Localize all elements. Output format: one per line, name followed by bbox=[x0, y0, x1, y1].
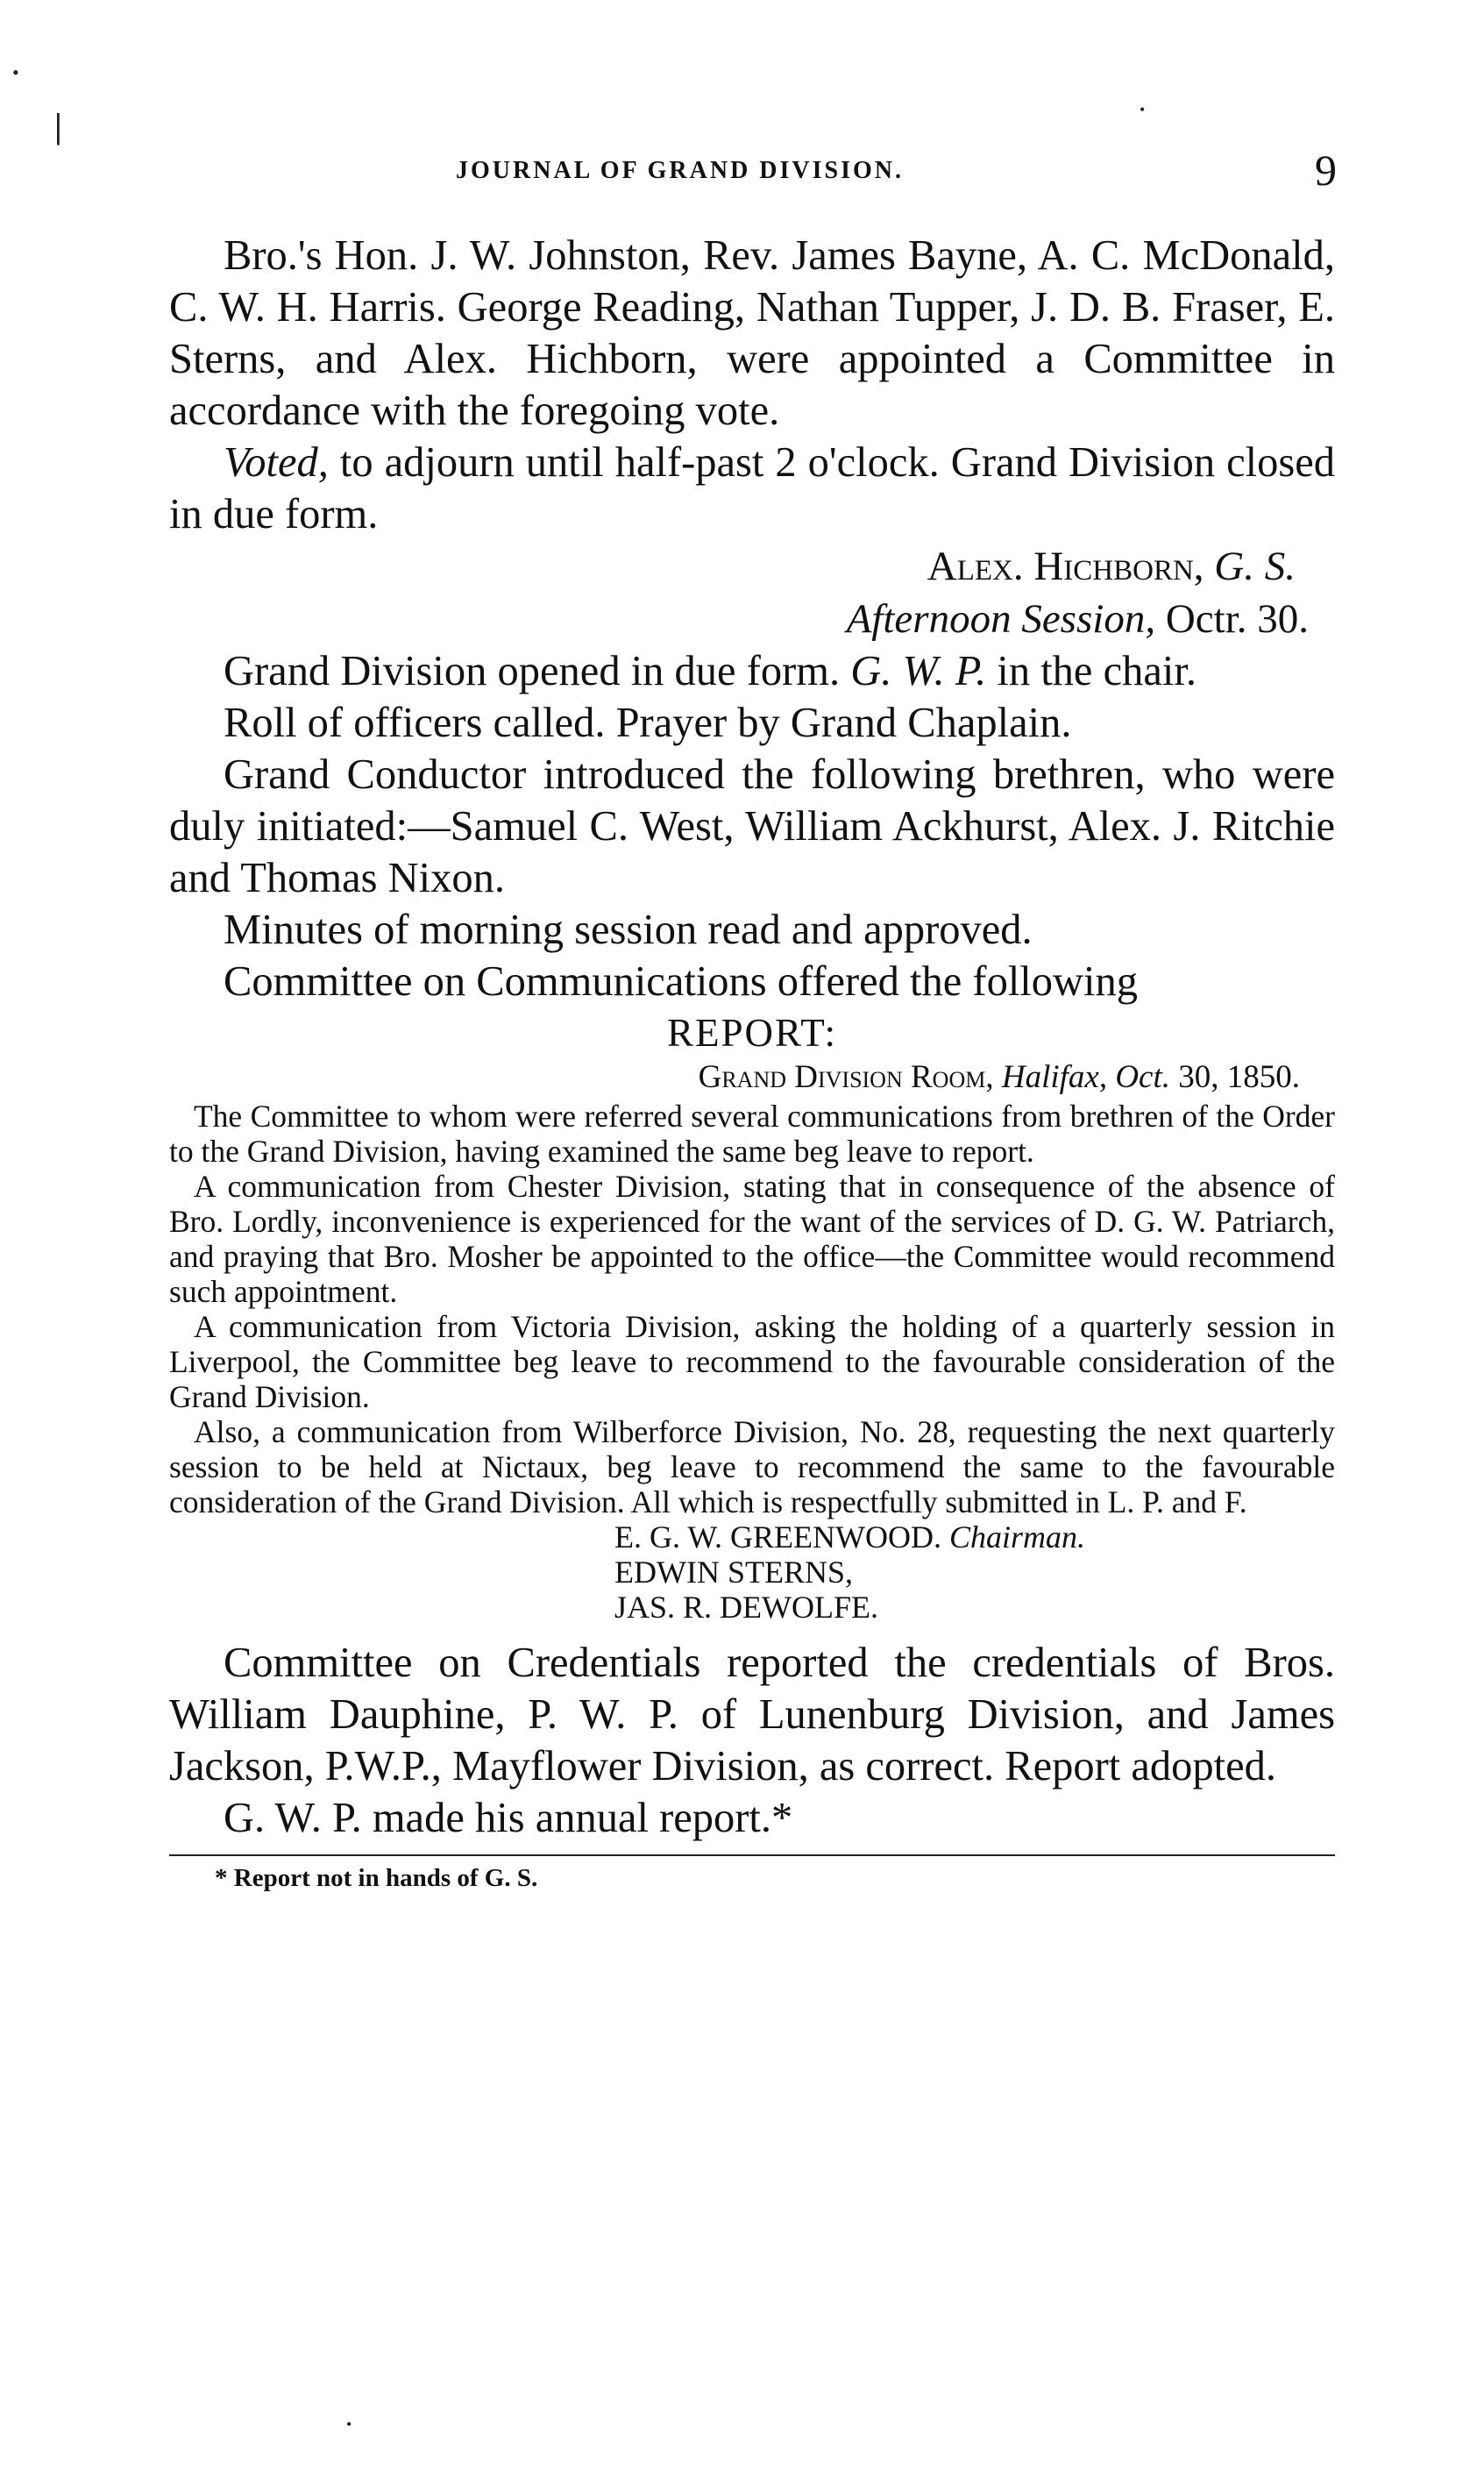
book-page: • | • • JOURNAL OF GRAND DIVISION. 9 Bro.'s Hon. J. W. Johnston, Rev. James Bayne, A. C. McDonald, C. W. H. Harris. George Reading, Nathan Tupper, J. D. B. Fraser, E. Sterns, and Alex. Hichborn, were appointed a Committee in accordance with the foregoing vote. Voted, to adjourn until half-past 2 o'clock. Grand Division closed in due form. Alex. Hichborn, G. S. Afternoon Session, Octr. 30. Grand Division opened in due form. G. W. P. in the chair. Roll of officers called. Prayer by Grand Chaplain. Grand Conductor introduced the following brethren, who were duly initiated:—Samuel C. West, William Ackhurst, Alex. J. Ritchie and Thomas Nixon. Minutes of morning session read and approved. Committee on Communications offered the following REPORT: Grand Division Room, Halifax, Oct. 30, 1850. The Committee to whom were referred several communications from brethren of the Order to the Grand Division, having examined the same beg leave to report. A communication from Chester Division, stating that in consequence of the absence of Bro. Lordly, inconvenience is experienced for the want of the services of D. G. W. Patriarch, and praying that Bro. Mosher be appointed to the office—the Committee would recommend such appointment. A communication from Victoria Division, asking the holding of a quarterly session in Liverpool, the Committee beg leave to recommend to the favourable consideration of the Grand Division. Also, a communication from Wilberforce Division, No. 28, requesting the next quarterly session to be held at Nictaux, beg leave to recommend the same to the favourable consideration of the Grand Division. All which is respectfully submitted in L. P. and F. E. G. W. GREENWOOD. Chairman. EDWIN STERNS, JAS. R. DEWOLFE. Committee on Credentials reported the credentials of Bros. William Dauphine, P. W. P. of Lunenburg Division, and James Jackson, P.W.P., Mayflower Division, as correct. Report adopted. G. W. P. made his annual report.* * Report not in hands of G. S. bbox=[12, 61, 1337, 2433]
page-body bbox=[169, 230, 1335, 1893]
signer-chairman-name: E. G. W. GREENWOOD. bbox=[614, 1519, 941, 1555]
running-header bbox=[171, 145, 1337, 197]
report-paragraph-intro: The Committee to whom were referred several communications from brethren of the Order to the Grand Division, having examined the same beg leave to report. bbox=[169, 1099, 1335, 1169]
report-dateline bbox=[169, 1057, 1335, 1099]
report-paragraph-chester: A communication from Chester Division, stating that in consequence of the absence of Bro. Lordly, inconvenience is experienced for the want of the services of D. G. W. Patriarch, and praying that Bro. Mosher be appointed to the office—the Committee would recommend such appointment. bbox=[169, 1169, 1335, 1309]
footnote: * Report not in hands of G. S. bbox=[215, 1864, 538, 1892]
roll-call-paragraph: Roll of officers called. Prayer by Grand Chaplain. bbox=[224, 700, 1072, 746]
dateline-date: 30, 1850. bbox=[1170, 1059, 1300, 1095]
session-date: Octr. 30. bbox=[1155, 596, 1309, 642]
report-paragraph-victoria: A communication from Victoria Division, asking the holding of a quarterly session in Liverpool, the Committee beg leave to recommend to the favourable consideration of the Grand Division. bbox=[169, 1309, 1335, 1414]
footnote-rule bbox=[169, 1854, 1335, 1856]
report-paragraph-wilberforce: Also, a communication from Wilberforce Division, No. 28, requesting the next quarterly session to be held at Nictaux, beg leave to recommend the same to the favourable consideration of the Grand Division. All which is respectfully submitted in L. P. and F. bbox=[169, 1414, 1335, 1519]
opening-paragraph bbox=[169, 645, 1335, 697]
committee-appointment-paragraph: Bro.'s Hon. J. W. Johnston, Rev. James Bayne, A. C. McDonald, C. W. H. Harris. George Reading, Nathan Tupper, J. D. B. Fraser, E. Sterns, and Alex. Hichborn, were appointed a Committee in accordance with the foregoing vote. bbox=[169, 232, 1335, 434]
signer-chairman-title: Chairman. bbox=[948, 1519, 1086, 1555]
minutes-paragraph: Minutes of morning session read and approved. bbox=[224, 907, 1033, 953]
adjourn-paragraph bbox=[169, 437, 1335, 540]
secretary-name: Alex. Hichborn, bbox=[927, 544, 1204, 589]
initiation-paragraph: Grand Conductor introduced the following brethren, who were duly initiated:—Samuel C. West, William Ackhurst, Alex. J. Ritchie and Thomas Nixon. bbox=[169, 751, 1335, 901]
signer-chairman bbox=[614, 1519, 1335, 1555]
secretary-title: G. S. bbox=[1214, 544, 1296, 589]
page-number: 9 bbox=[1315, 146, 1337, 195]
dateline-place: Grand Division Room, bbox=[698, 1059, 1002, 1095]
report-signers bbox=[169, 1519, 1335, 1625]
voted-label: Voted, bbox=[224, 439, 329, 486]
gwp-label: G. W. P. bbox=[850, 648, 987, 694]
dateline-city: Halifax, Oct. bbox=[1001, 1059, 1170, 1095]
opening-text: Grand Division opened in due form. bbox=[224, 648, 851, 694]
session-name: Afternoon Session, bbox=[846, 596, 1156, 642]
annual-report-paragraph: G. W. P. made his annual report.* bbox=[224, 1795, 793, 1841]
report-heading: REPORT: bbox=[666, 1011, 838, 1055]
communications-intro: Committee on Communications offered the following bbox=[224, 958, 1139, 1005]
signer-3: JAS. R. DEWOLFE. bbox=[614, 1590, 879, 1625]
adjourn-text: to adjourn until half-past 2 o'clock. Grand Division closed in due form. bbox=[169, 439, 1335, 537]
opening-text-end: in the chair. bbox=[986, 648, 1196, 694]
running-title: JOURNAL OF GRAND DIVISION. bbox=[456, 157, 905, 184]
credentials-paragraph: Committee on Credentials reported the credentials of Bros. William Dauphine, P. W. P. of Lunenburg Division, and James Jackson, P.W.P., Mayflower Division, as correct. Report adopted. bbox=[169, 1640, 1335, 1789]
signer-2: EDWIN STERNS, bbox=[614, 1555, 853, 1590]
session-heading bbox=[169, 593, 1335, 645]
secretary-signature bbox=[169, 540, 1335, 593]
